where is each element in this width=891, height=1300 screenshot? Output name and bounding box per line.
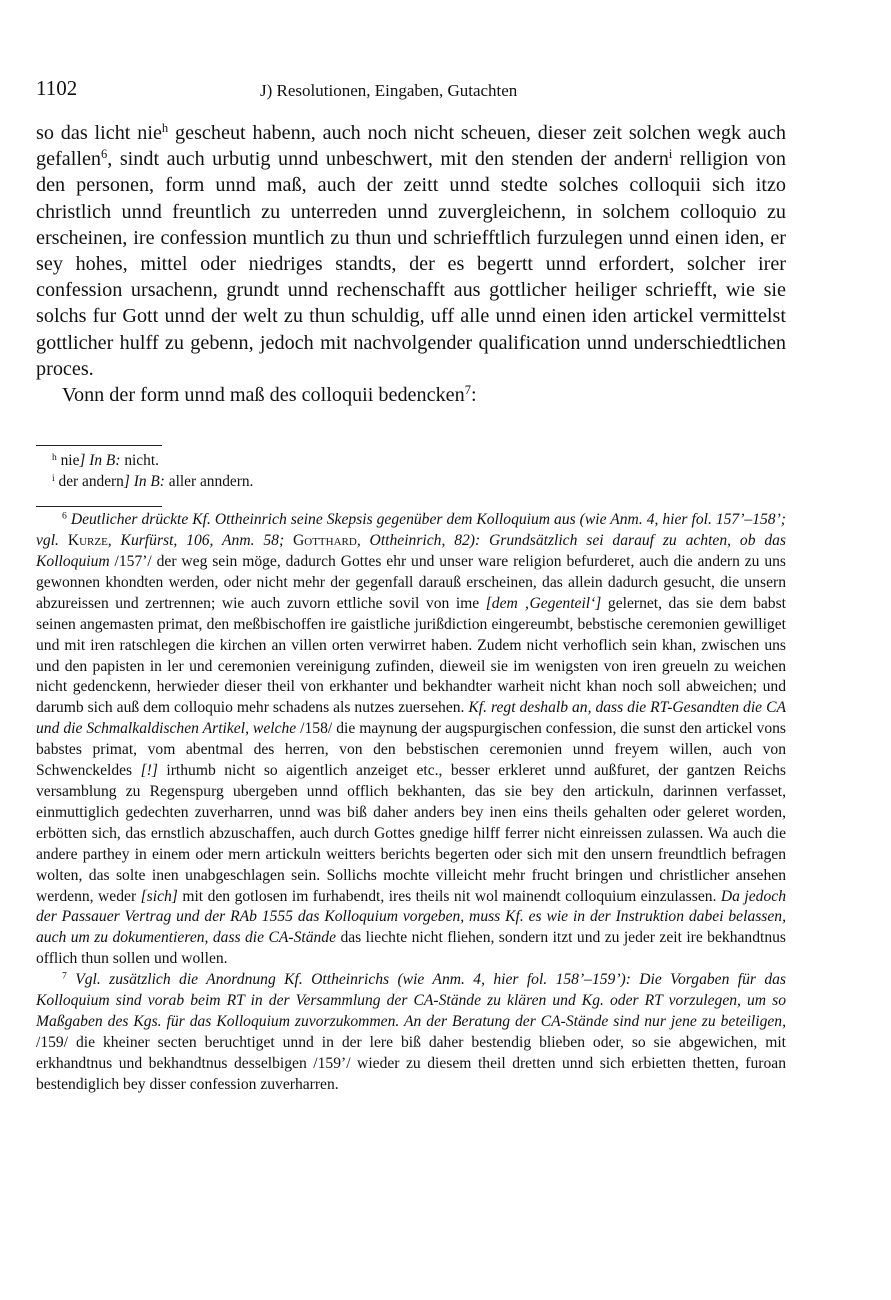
source-quotation: gelernet, das sie dem babst seinen angemasten primat, den meßbischoffen ire gaistliche jurißdiction eingereumbt, bebstische ceremonien gewilliget und mit iren ratschlegen die kirchen an villen orten verwirret haben. Zudem nicht verhoflich sein khan, zwischen uns und den papisten in ler und ceremonien vereinigung zufinden, dieweil sie im wenigsten von iren greueln zu weichen nicht gedenckenn, herwieder dieser theil von erkhanter und bekhandter warheit nicht khan noch soll abweichen; und darumb sich auß dem colloquio mehr schadens als nutzes zuersehen. [36,594,786,717]
running-head: J) Resolutionen, Eingaben, Gutachten [260,81,518,100]
textcrit-bracket: ] [123,473,134,491]
textcrit-source: In B: [89,452,121,470]
textcrit-bracket: ] [79,452,90,470]
footnote-number: 6 [62,510,67,522]
textcrit-reading: aller anndern. [164,473,254,491]
textcrit-source: In B: [133,473,165,491]
footnote-marker-7: 7 [464,383,471,398]
page-header [36,76,786,106]
text-segment: Vonn der form unnd maß des colloquii bedencken [62,384,465,407]
textcrit-note-marker: h [52,451,57,463]
source-quotation: /158/ die maynung der augspurgischen confession, die sunst den artickel vons babstes primat, vom abentmal des herren, von den bebstischen ceremonien unnd freyem willen, auch von Schwenckeldes [36,720,786,780]
main-paragraph [36,382,786,408]
author-name: Gotthard [293,532,357,550]
text-segment: , sindt auch urbutig unnd unbeschwert, mit den stenden der andern [107,148,669,171]
source-quotation: /159/ die kheiner secten beruchtiget unnd in der lere biß daher bestendig blieben oder, so sie abgewichen, mit erkhandtnus und bekhandtnus desselbigen /159’/ wieder zu diesem theil dretten unnd sich erbietten thetten, furoan bestendiglich bey disser confession zuverharren. [36,1033,786,1093]
source-quotation: das liechte nicht fliehen, sondern itzt und zu jeder zeit ire bekhandtnus offlich thun sollen und wollen. [36,929,787,968]
editorial-text: [sich] [140,887,178,905]
textcrit-reading: nicht. [120,452,159,470]
footnote-6 [36,510,786,970]
textcrit-lemma: nie [56,452,80,470]
textcrit-apparatus [36,450,786,492]
textcrit-note-h [52,450,786,471]
footnote-marker-6: 6 [101,147,108,162]
textcrit-note-marker: i [52,472,55,484]
page-number: 1102 [36,76,78,100]
main-paragraph [36,120,786,382]
source-quotation: /157’/ der weg sein möge, dadurch Gottes ehr und unser ware religion befurderet, auch die andern zu uns gewonnen khondten werden, oder nicht mehr der gegenfall darauß erscheinen, das allein dadurch gesucht, die unsern abzureissen und zertrennen; wie auch zuvorn ettliche sovil von ime [36,553,786,612]
footnote-7 [36,970,786,1095]
main-text [36,120,786,408]
text-segment: so das licht nie [36,122,162,144]
textcrit-marker-h: h [161,121,169,136]
textcrit-lemma: der andern [54,473,124,491]
editorial-text: [dem ‚Gegenteil‘] [485,594,602,612]
editorial-text: [!] [140,762,158,780]
footnote-number: 7 [62,970,67,982]
footnote-divider [36,445,162,446]
document-page [36,76,786,1096]
editorial-text: Deutlicher drückte Kf. Ottheinrich seine Skepsis gegenüber dem Kolloquium aus (wie Anm. 4, hier fol. 157’–158’; vgl. [36,511,786,550]
editorial-text: , Ottheinrich, 82): Grundsätzlich sei darauf zu achten, ob das Kolloquium [36,532,787,571]
source-quotation: irthumb nicht so aigentlich anzeiget etc., besser erkleret unnd außfuret, der gantzen Reichs versamblung zu Regenspurg ubergeben unnd offlich bekhanten, das sie bey den artickuln, darinnen verfasset, einmuttiglich gedechten zuverharren, unnd was biß daher anders bey inen eins theils gehalten oder geleret worden, erbötten sich, das ernstlich abzuschaffen, auch durch Gottes gnedige hilff ferrer nicht einreissen zulassen. Wa auch die andere parthey in einem oder mern artickuln weitters berichts begerten oder sich mit den unsern freundtlich befragen wolten, das solte inen unabgeschlagen sein. Sollichs mochte villeicht mehr frucht bringen und christlicher ansehen werdenn, weder [36,762,786,905]
editorial-text: , Kurfürst, 106, Anm. 58; [107,532,293,550]
footnote-divider [36,506,162,507]
commentary-notes [36,510,786,1095]
editorial-text: Vgl. zusätzlich die Anordnung Kf. Ottheinrichs (wie Anm. 4, hier fol. 158’–159’): Die Vorgaben für das Kolloquium sind vorab beim RT in der Versammlung der CA-Stände zu klären und Kg. oder RT vorzulegen, um so Maßgaben des Kgs. für das Kolloquium zuvorzukommen. An der Beratung der CA-Stände sind nur jene zu beteiligen, [36,971,786,1030]
textcrit-note-i [52,471,786,492]
editorial-text: Da jedoch der Passauer Vertrag und der RAb 1555 das Kolloquium vorgeben, muss Kf. es wie in der Instruktion dabei belassen, auch um zu dokumentieren, dass die CA-Stände [36,887,786,947]
text-segment: gescheut habenn, auch noch nicht scheuen, dieser zeit solchen wegk auch gefallen [36,122,786,171]
text-segment: : [471,384,477,407]
text-segment: relligion von den personen, form unnd maß, auch der zeitt unnd stedte solches colloquii sich itzo christlich unnd freuntlich zu unterreden unnd zuvergleichenn, in solchem colloquio zu erscheinen, ire confession muntlich zu thun und schriefftlich furzulegen unnd einen iden, er sey hohes, mittel oder niedriges standts, der es begertt unnd erfordert, solcher irer confession ursachenn, grundt unnd rechenschafft aus gottlicher heiliger schriefft, wie sie solchs fur Gott unnd der welt zu thun schuldig, uff alle unnd einen iden artickel vermittelst gottlicher hulff zu gebenn, jedoch mit nachvolgender qualification unnd underschiedtlichen proces. [36,148,786,380]
author-name: Kurze [67,532,108,550]
textcrit-marker-i: i [668,147,673,162]
editorial-text: Kf. regt deshalb an, dass die RT-Gesandten die CA und die Schmalkaldischen Artikel, welche [36,699,786,738]
source-quotation: mit den gotlosen im furhabendt, ires theils nit wol mainendt colloquium einzulassen. [177,887,721,905]
